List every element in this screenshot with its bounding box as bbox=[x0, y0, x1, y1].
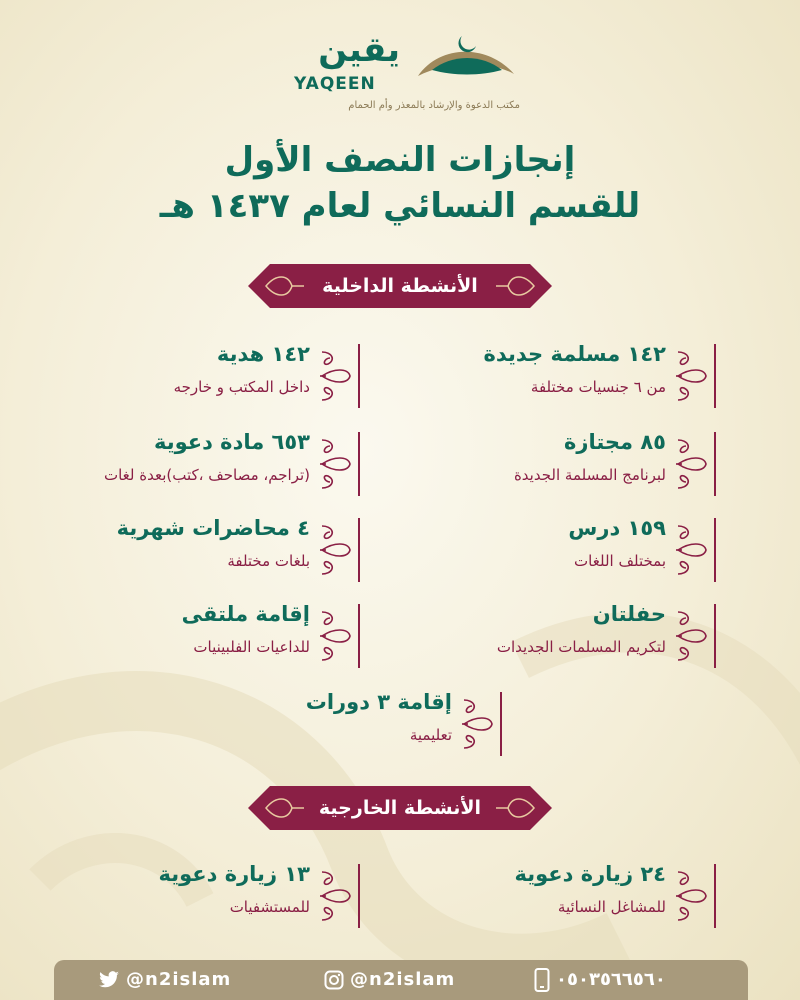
ornament-icon bbox=[460, 694, 496, 754]
achievement-subtitle: تعليمية bbox=[409, 726, 452, 744]
achievement-title: ٨٥ مجتازة bbox=[563, 430, 666, 454]
divider-bar bbox=[714, 344, 716, 408]
achievement-title: ١٤٢ هدية bbox=[216, 342, 310, 366]
achievement-subtitle: للمستشفيات bbox=[229, 898, 310, 916]
achievement-title: ٦٥٣ مادة دعوية bbox=[153, 430, 310, 454]
achievement-item bbox=[356, 600, 716, 672]
divider-bar bbox=[500, 692, 502, 756]
twitter-icon bbox=[98, 971, 120, 989]
achievement-item bbox=[356, 514, 716, 586]
achievement-item bbox=[0, 428, 360, 500]
achievement-item bbox=[0, 600, 360, 672]
divider-bar bbox=[714, 432, 716, 496]
achievement-subtitle: لتكريم المسلمات الجديدات bbox=[496, 638, 666, 656]
section-banner-external bbox=[248, 786, 552, 830]
achievement-item bbox=[142, 688, 502, 760]
twitter-handle: @n2islam bbox=[126, 969, 232, 990]
ornament-icon bbox=[674, 606, 710, 666]
instagram-handle: @n2islam bbox=[350, 969, 456, 990]
divider-bar bbox=[714, 518, 716, 582]
page-title-line-1: إنجازات النصف الأول bbox=[224, 140, 576, 180]
section-title-external: الأنشطة الخارجية bbox=[318, 797, 482, 819]
instagram-link[interactable] bbox=[324, 960, 455, 1000]
phone-link[interactable] bbox=[534, 960, 666, 1000]
achievement-subtitle: لبرنامج المسلمة الجديدة bbox=[513, 466, 666, 484]
instagram-icon bbox=[324, 970, 344, 990]
section-title-internal: الأنشطة الداخلية bbox=[322, 275, 478, 297]
achievement-subtitle: (تراجم، مصاحف ،كتب)بعدة لغات bbox=[103, 466, 310, 484]
ornament-icon bbox=[674, 346, 710, 406]
ornament-icon bbox=[674, 866, 710, 926]
phone-icon bbox=[534, 968, 550, 992]
page-title-line-2: للقسم النسائي لعام ١٤٣٧ هـ bbox=[159, 186, 641, 226]
logo-mark-icon bbox=[410, 30, 520, 100]
achievement-subtitle: للمشاغل النسائية bbox=[557, 898, 666, 916]
divider-bar bbox=[358, 604, 360, 668]
divider-bar bbox=[714, 864, 716, 928]
achievement-subtitle: من ٦ جنسيات مختلفة bbox=[530, 378, 666, 396]
achievement-item bbox=[356, 340, 716, 412]
achievement-item bbox=[0, 514, 360, 586]
ornament-icon bbox=[318, 606, 354, 666]
ornament-icon bbox=[318, 866, 354, 926]
divider-bar bbox=[358, 518, 360, 582]
achievement-title: ١٥٩ درس bbox=[568, 516, 666, 540]
divider-bar bbox=[358, 864, 360, 928]
twitter-link[interactable] bbox=[98, 960, 231, 1000]
ornament-icon bbox=[318, 434, 354, 494]
achievement-item bbox=[0, 340, 360, 412]
ornament-icon bbox=[318, 346, 354, 406]
logo-english: YAQEEN bbox=[294, 74, 376, 94]
ornament-icon bbox=[674, 520, 710, 580]
achievement-item bbox=[356, 860, 716, 932]
achievement-title: إقامة ملتقى bbox=[181, 602, 310, 626]
achievement-subtitle: داخل المكتب و خارجه bbox=[173, 378, 310, 396]
achievement-subtitle: بمختلف اللغات bbox=[574, 552, 666, 570]
divider-bar bbox=[358, 344, 360, 408]
divider-bar bbox=[714, 604, 716, 668]
phone-number: ٠٥٠٣٥٦٦٥٦٠ bbox=[556, 969, 666, 990]
achievement-title: ١٤٢ مسلمة جديدة bbox=[483, 342, 666, 366]
ornament-icon bbox=[318, 520, 354, 580]
footer-bar bbox=[54, 960, 748, 1000]
logo bbox=[290, 30, 520, 120]
achievement-title: حفلتان bbox=[592, 602, 666, 626]
achievement-title: إقامة ٣ دورات bbox=[305, 690, 452, 714]
logo-arabic: يقين bbox=[318, 30, 400, 70]
section-banner-internal bbox=[248, 264, 552, 308]
achievement-title: ١٣ زيارة دعوية bbox=[158, 862, 310, 886]
achievement-title: ٤ محاضرات شهرية bbox=[116, 516, 310, 540]
ornament-icon bbox=[674, 434, 710, 494]
divider-bar bbox=[358, 432, 360, 496]
achievement-item bbox=[0, 860, 360, 932]
achievement-subtitle: للداعيات الفلبينيات bbox=[193, 638, 310, 656]
achievement-title: ٢٤ زيارة دعوية bbox=[514, 862, 666, 886]
achievement-subtitle: بلغات مختلفة bbox=[227, 552, 310, 570]
logo-subtitle: مكتب الدعوة والإرشاد بالمعذر وأم الحمام bbox=[348, 100, 520, 111]
achievement-item bbox=[356, 428, 716, 500]
